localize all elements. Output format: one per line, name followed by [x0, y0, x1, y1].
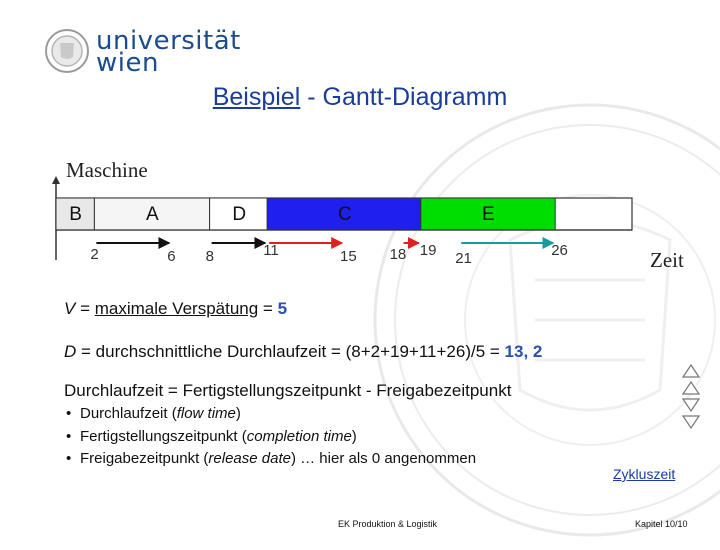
bullet-completion-time: • Fertigstellungszeitpunkt (completion time) — [66, 428, 357, 445]
y-axis-label: Maschine — [66, 158, 148, 182]
cycle-time-link[interactable]: Zykluszeit — [613, 466, 676, 482]
d-line: D = durchschnittliche Durchlaufzeit = (8+2+19+11+26)/5 = 13, 2 — [64, 342, 543, 361]
gantt-bar-label-a: A — [146, 204, 159, 225]
nav-up-icon[interactable] — [682, 364, 700, 378]
gantt-bar-label-b: B — [69, 204, 82, 225]
tick-label-6: 6 — [167, 248, 176, 265]
bullet-flow-time: • Durchlaufzeit (flow time) — [66, 405, 241, 422]
max-delay-link[interactable]: maximale Verspätung — [94, 299, 259, 318]
tick-label-11: 11 — [263, 242, 279, 259]
tick-label-15: 15 — [340, 248, 357, 265]
university-logo — [44, 26, 241, 78]
x-axis-label: Zeit — [650, 248, 684, 272]
seal-icon — [44, 28, 90, 74]
v-line: V = maximale Verspätung = 5 — [64, 299, 288, 318]
title-rest: - Gantt-Diagramm — [300, 83, 508, 111]
y-axis-arrow-icon — [52, 176, 60, 184]
v-symbol: V — [64, 299, 76, 318]
logo-line-2: wien — [96, 48, 159, 78]
tick-label-19: 19 — [419, 242, 437, 259]
page-title — [0, 83, 720, 112]
definition-line: Durchlaufzeit = Fertigstellungszeitpunkt - Freigabezeitpunkt — [64, 381, 512, 400]
nav-back-icon[interactable] — [682, 381, 700, 395]
d-symbol: D — [64, 342, 77, 361]
bullet-release-date: • Freigabezeitpunkt (release date) … hier als 0 angenommen — [66, 450, 477, 467]
gantt-chart — [0, 170, 720, 280]
d-value: 13, 2 — [504, 342, 543, 361]
tick-label-18: 18 — [389, 246, 407, 263]
v-value: 5 — [277, 299, 288, 318]
gantt-bar-label-d: D — [232, 204, 247, 225]
logo-line-1: universität — [96, 26, 241, 56]
gantt-bar-label-e: E — [482, 204, 495, 225]
gantt-bar-label-c: C — [338, 204, 352, 225]
tick-label-8: 8 — [205, 248, 214, 265]
example-link[interactable]: Beispiel — [212, 83, 301, 111]
nav-forward-icon[interactable] — [682, 398, 700, 412]
footer-center: EK Produktion & Logistik — [338, 519, 438, 529]
tick-label-26: 26 — [551, 242, 568, 259]
tick-label-21: 21 — [455, 250, 472, 267]
tick-label-2: 2 — [90, 246, 99, 263]
footer-right: Kapitel 10/10 — [635, 519, 688, 529]
nav-down-icon[interactable] — [682, 415, 700, 429]
